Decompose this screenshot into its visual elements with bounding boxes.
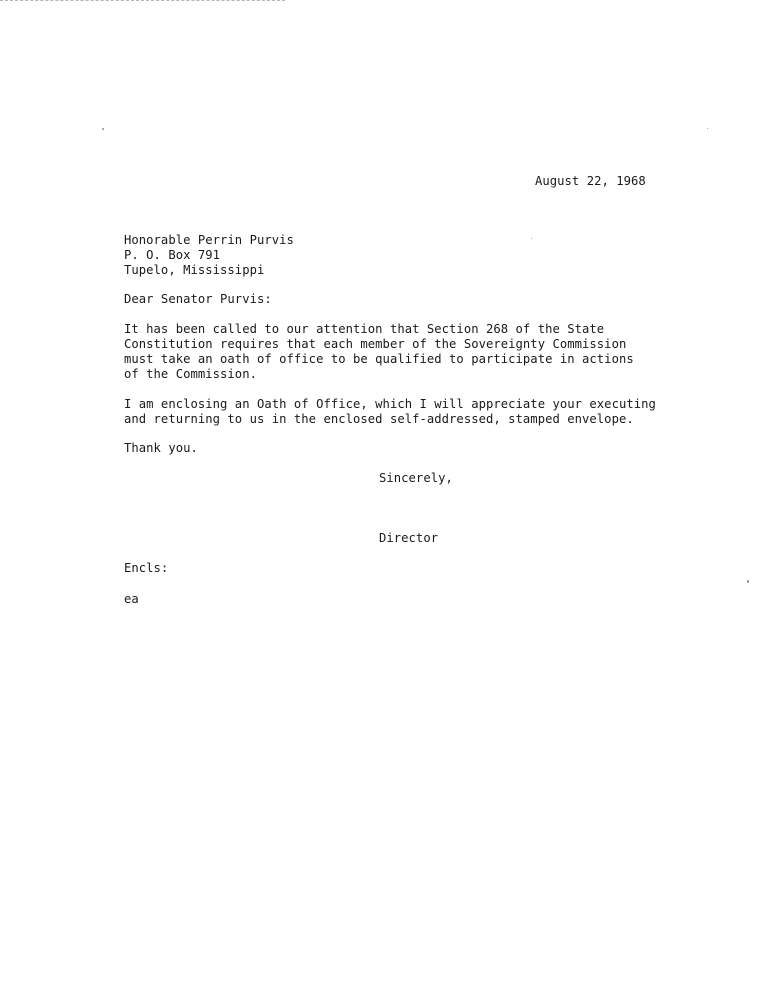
body-paragraph-1-line: It has been called to our attention that Section 268 of the State xyxy=(124,322,605,336)
scan-speck xyxy=(102,128,104,130)
body-paragraph-1-line: Constitution requires that each member of the Sovereignty Commission xyxy=(124,337,627,351)
scan-speck xyxy=(707,128,708,129)
body-paragraph-2-line: I am enclosing an Oath of Office, which I will appreciate your executing xyxy=(124,397,656,411)
recipient-address-line1: P. O. Box 791 xyxy=(124,248,221,262)
body-paragraph-2-line: and returning to us in the enclosed self-addressed, stamped envelope. xyxy=(124,412,634,426)
enclosure-notation: Encls: xyxy=(124,561,169,575)
signer-title: Director xyxy=(379,531,439,545)
recipient-name: Honorable Perrin Purvis xyxy=(124,233,294,247)
scan-border-mark xyxy=(0,0,285,1)
body-paragraph-1-line: must take an oath of office to be qualified to participate in actions xyxy=(124,352,634,366)
letter-date: August 22, 1968 xyxy=(535,174,646,188)
typist-initials: ea xyxy=(124,592,139,606)
closing: Sincerely, xyxy=(379,471,453,485)
recipient-address-line2: Tupelo, Mississippi xyxy=(124,263,265,277)
salutation: Dear Senator Purvis: xyxy=(124,292,272,306)
scan-speck xyxy=(747,580,749,583)
scan-speck xyxy=(531,238,532,239)
body-paragraph-1-line: of the Commission. xyxy=(124,367,257,381)
thank-you-line: Thank you. xyxy=(124,441,198,455)
